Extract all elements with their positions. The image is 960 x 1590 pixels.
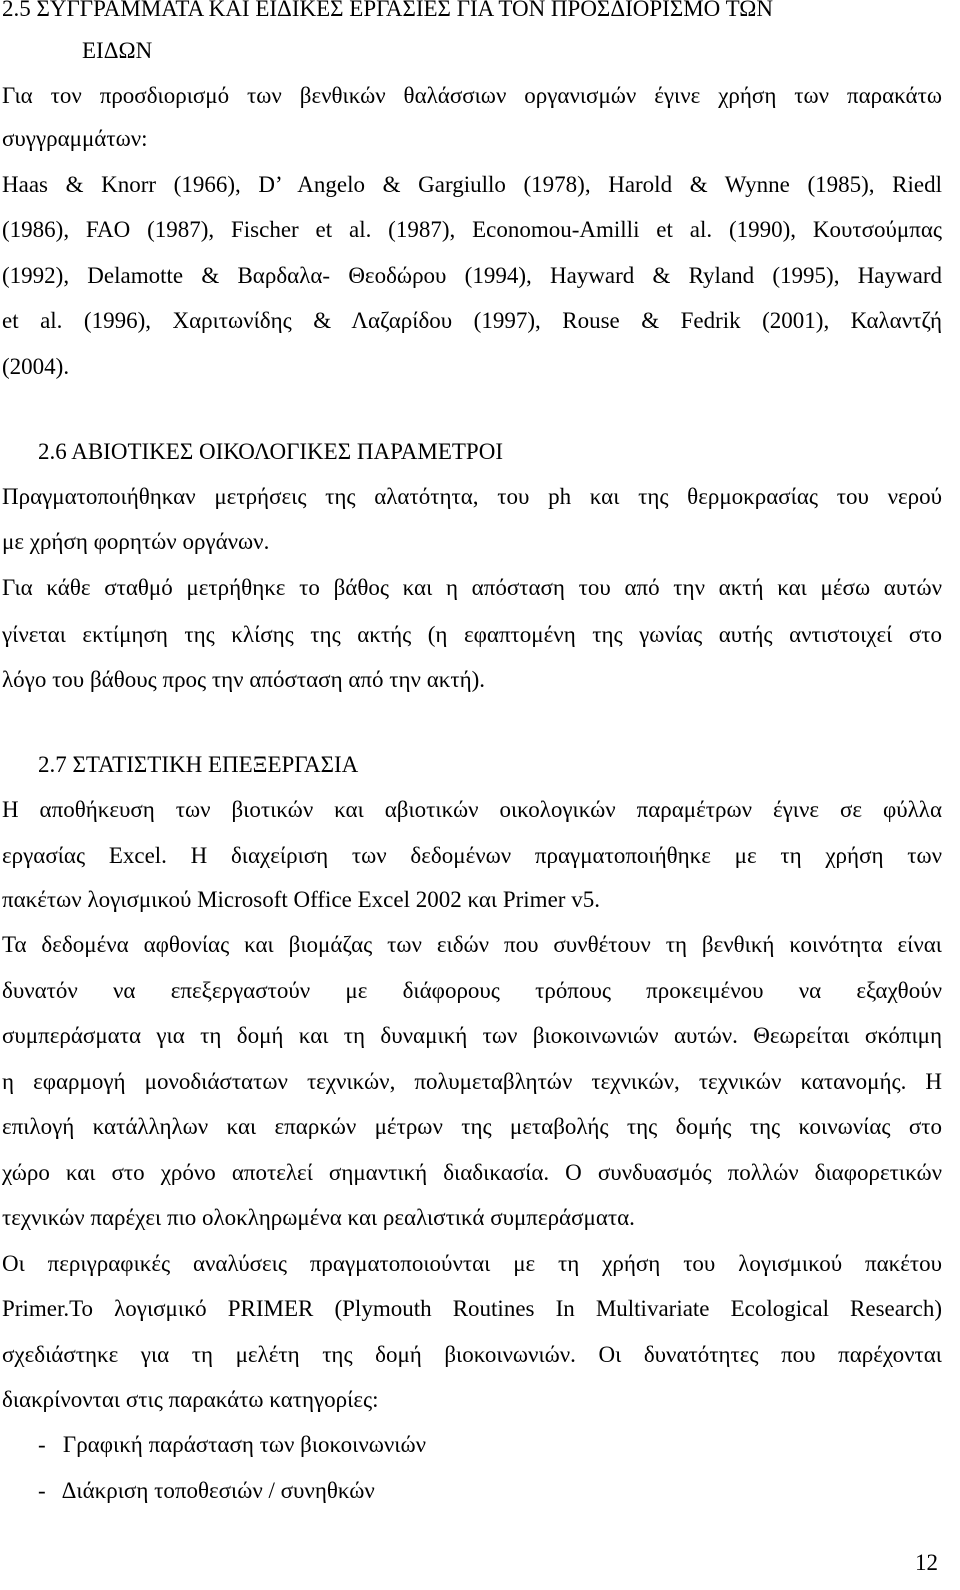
list-item: - Γραφική παράσταση των βιοκοινωνιών xyxy=(38,1432,426,1457)
paragraph-line: τεχνικών παρέχει πιο ολοκληρωμένα και ρεαλιστικά συμπεράσματα. xyxy=(2,1205,635,1230)
paragraph-line: Haas & Knorr (1966), D’ Angelo & Gargiullo (1978), Harold & Wynne (1985), Riedl xyxy=(2,172,942,197)
paragraph-line: Για κάθε σταθμό μετρήθηκε το βάθος και η απόσταση του από την ακτή και μέσω αυτών xyxy=(2,575,942,600)
paragraph-line: Οι περιγραφικές αναλύσεις πραγματοποιούνται με τη χρήση του λογισμικού πακέτου xyxy=(2,1251,942,1276)
paragraph-line: Η αποθήκευση των βιοτικών και αβιοτικών οικολογικών παραμέτρων έγινε σε φύλλα xyxy=(2,797,942,822)
paragraph-line: Για τον προσδιορισμό των βενθικών θαλάσσιων οργανισμών έγινε χρήση των παρακάτω xyxy=(2,83,942,108)
paragraph-line: λόγο του βάθους προς την απόσταση από την ακτή). xyxy=(2,667,486,692)
paragraph-line: συγγραμμάτων: xyxy=(2,126,148,151)
section-2-5-heading-continued: ΕΙΔΩΝ xyxy=(82,38,153,63)
section-2-6-heading: 2.6 ΑΒΙΟΤΙΚΕΣ ΟΙΚΟΛΟΓΙΚΕΣ ΠΑΡΑΜΕΤΡΟΙ xyxy=(38,439,503,464)
paragraph-line: συμπεράσματα για τη δομή και τη δυναμική των βιοκοινωνιών αυτών. Θεωρείται σκόπιμη xyxy=(2,1023,942,1048)
paragraph-line: επιλογή κατάλληλων και επαρκών μέτρων της μεταβολής της δομής της κοινωνίας στο xyxy=(2,1114,942,1139)
paragraph-line: et al. (1996), Χαριτωνίδης & Λαζαρίδου (1997), Rouse & Fedrik (2001), Καλαντζή xyxy=(2,308,942,333)
section-2-5-heading: 2.5 ΣΥΓΓΡΑΜΜΑΤΑ ΚΑΙ ΕΙΔΙΚΕΣ ΕΡΓΑΣΙΕΣ ΓΙΑ ΤΟΝ ΠΡΟΣΔΙΟΡΙΣΜΟ ΤΩΝ xyxy=(2,0,773,21)
paragraph-line: (2004). xyxy=(2,354,70,379)
paragraph-line: με χρήση φορητών οργάνων. xyxy=(2,529,270,554)
page-number: 12 xyxy=(915,1550,938,1575)
list-item: - Διάκριση τοποθεσιών / συνηθκών xyxy=(38,1478,375,1503)
section-2-7-heading: 2.7 ΣΤΑΤΙΣΤΙΚΗ ΕΠΕΞΕΡΓΑΣΙΑ xyxy=(38,752,359,777)
paragraph-line: Τα δεδομένα αφθονίας και βιομάζας των ειδών που συνθέτουν τη βενθική κοινότητα είναι xyxy=(2,932,942,957)
paragraph-line: Primer.Το λογισμικό PRIMER (Plymouth Routines In Multivariate Ecological Research) xyxy=(2,1296,942,1321)
paragraph-line: σχεδιάστηκε για τη μελέτη της δομή βιοκοινωνιών. Οι δυνατότητες που παρέχονται xyxy=(2,1342,942,1367)
paragraph-line: Πραγματοποιήθηκαν μετρήσεις της αλατότητα, του ph και της θερμοκρασίας του νερού xyxy=(2,484,942,509)
paragraph-line: δυνατόν να επεξεργαστούν με διάφορους τρόπους προκειμένου να εξαχθούν xyxy=(2,978,942,1003)
paragraph-line: εργασίας Excel. Η διαχείριση των δεδομένων πραγματοποιήθηκε με τη χρήση των xyxy=(2,843,942,868)
paragraph-line: διακρίνονται στις παρακάτω κατηγορίες: xyxy=(2,1387,379,1412)
paragraph-line: πακέτων λογισμικού Microsoft Office Excel 2002 και Primer v5. xyxy=(2,887,600,912)
paragraph-line: η εφαρμογή μονοδιάστατων τεχνικών, πολυμεταβλητών τεχνικών, τεχνικών κατανομής. Η xyxy=(2,1069,942,1094)
paragraph-line: χώρο και στο χρόνο αποτελεί σημαντική διαδικασία. Ο συνδυασμός πολλών διαφορετικών xyxy=(2,1160,942,1185)
paragraph-line: γίνεται εκτίμηση της κλίσης της ακτής (η εφαπτομένη της γωνίας αυτής αντιστοιχεί στο xyxy=(2,622,942,647)
paragraph-line: (1986), FAO (1987), Fischer et al. (1987), Economou-Amilli et al. (1990), Κουτσούμπας xyxy=(2,217,942,242)
paragraph-line: (1992), Delamotte & Βαρδαλα- Θεοδώρου (1994), Hayward & Ryland (1995), Hayward xyxy=(2,263,942,288)
